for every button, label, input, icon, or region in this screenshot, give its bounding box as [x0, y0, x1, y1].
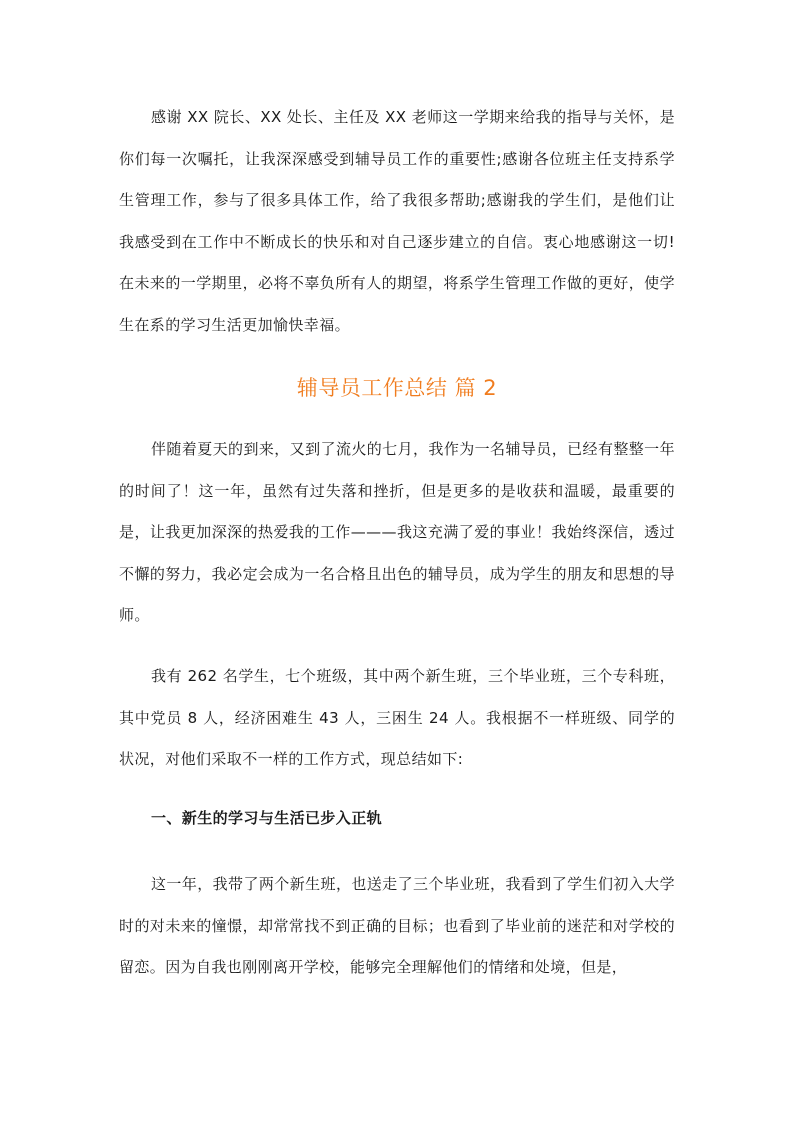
- section-title: 辅导员工作总结 篇 2: [296, 376, 498, 400]
- paragraph-3: 我有 262 名学生，七个班级，其中两个新生班，三个毕业班，三个专科班，其中党员 8 人，经济困难生 43 人，三困生 24 人。我根据不一样班级、同学的状况，对他们采取不一样的工作方式，现总结如下:: [119, 667, 675, 768]
- subheading-new-students: 一、新生的学习与生活已步入正轨: [151, 809, 383, 827]
- paragraph-4: 这一年，我带了两个新生班，也送走了三个毕业班，我看到了学生们初入大学时的对未来的憧憬，却常常找不到正确的目标；也看到了毕业前的迷茫和对学校的留恋。因为自我也刚刚离开学校，能够完全理解他们的情绪和处境，但是，: [119, 875, 675, 976]
- intro-paragraph: 感谢 XX 院长、XX 处长、主任及 XX 老师这一学期来给我的指导与关怀，是你们每一次嘱托，让我深深感受到辅导员工作的重要性;感谢各位班主任支持系学生管理工作，参与了很多具体工作，给了我很多帮助;感谢我的学生们，是他们让我感受到在工作中不断成长的快乐和对自己逐步建立的自信。衷心地感谢这一切!在未来的一学期里，必将不辜负所有人的期望，将系学生管理工作做的更好，使学生在系的学习生活更加愉快幸福。: [119, 108, 675, 334]
- paragraph-2: 伴随着夏天的到来，又到了流火的七月，我作为一名辅导员，已经有整整一年的时间了！这一年，虽然有过失落和挫折，但是更多的是收获和温暖，最重要的是，让我更加深深的热爱我的工作———我这充满了爱的事业！我始终深信，透过不懈的努力，我必定会成为一名合格且出色的辅导员，成为学生的朋友和思想的导师。: [119, 440, 675, 624]
